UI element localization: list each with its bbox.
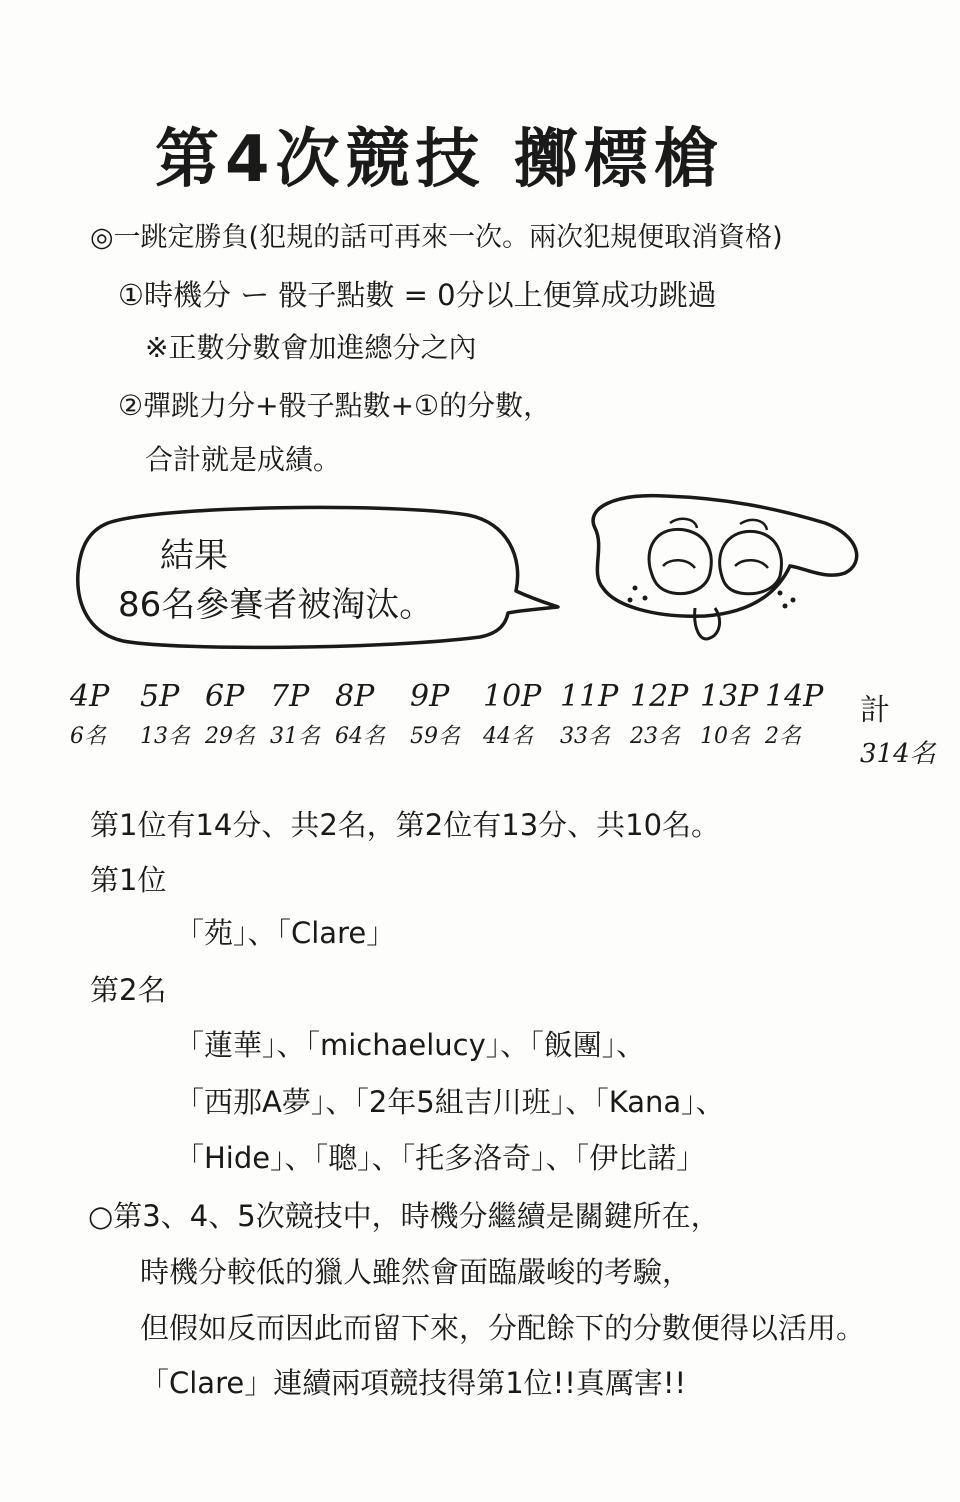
score-column: 4P 6名	[70, 679, 110, 749]
bubble-text-result: 結果	[160, 536, 228, 576]
score-column: 7P 31名	[270, 679, 320, 749]
score-column: 10P 44名	[483, 679, 542, 749]
second-place-names-2: 「西那A夢」、「2年5組吉川班」、「Kana」、	[175, 1085, 725, 1119]
score-distribution-table	[65, 672, 945, 792]
score-column: 13P 10名	[700, 679, 759, 749]
note-line-4: 「Clare」連續兩項競技得第1位!!真厲害!!	[140, 1366, 687, 1400]
first-place-names: 「苑」、「Clare」	[175, 916, 396, 950]
second-place-names-3: 「Hide」、「聰」、「托多洛奇」、「伊比諾」	[175, 1141, 706, 1175]
rule-line-4: ②彈跳力分+骰子點數+①的分數，	[118, 389, 552, 422]
rule-line-1: ◎一跳定勝負(犯規的話可再來一次。兩次犯規便取消資格)	[90, 222, 783, 253]
first-place-heading: 第1位	[90, 863, 167, 897]
score-column: 6P 29名	[205, 679, 255, 749]
score-column: 9P 59名	[410, 679, 460, 749]
score-column: 8P 64名	[335, 679, 385, 749]
score-column: 14P 2名	[765, 679, 824, 749]
second-place-names-1: 「蓮華」、「michaelucy」、「飯團」、	[175, 1028, 646, 1062]
rule-line-3: ※正數分數會加進總分之內	[145, 331, 477, 364]
rule-line-2: ①時機分 ー 骰子點數 = 0分以上便算成功跳過	[118, 278, 717, 312]
second-place-heading: 第2名	[90, 973, 167, 1007]
note-line-1: ○第3、4、5次競技中，時機分繼續是關鍵所在，	[88, 1199, 720, 1233]
score-column: 11P 33名	[560, 679, 619, 749]
rule-line-5: 合計就是成績。	[145, 443, 342, 476]
score-total-column: 計 314名	[860, 693, 936, 769]
score-column: 5P 13名	[140, 679, 190, 749]
page-title: 第4次競技 擲標槍	[155, 123, 724, 197]
note-line-2: 時機分較低的獵人雖然會面臨嚴峻的考驗，	[140, 1255, 692, 1289]
bubble-text-eliminated: 86名參賽者被淘汰。	[118, 585, 434, 625]
note-line-3: 但假如反而因此而留下來，分配餘下的分數便得以活用。	[140, 1311, 866, 1345]
score-column: 12P 23名	[630, 679, 689, 749]
results-summary: 第1位有14分、共2名，第2位有13分、共10名。	[90, 808, 721, 842]
mascot-illustration	[575, 488, 865, 658]
